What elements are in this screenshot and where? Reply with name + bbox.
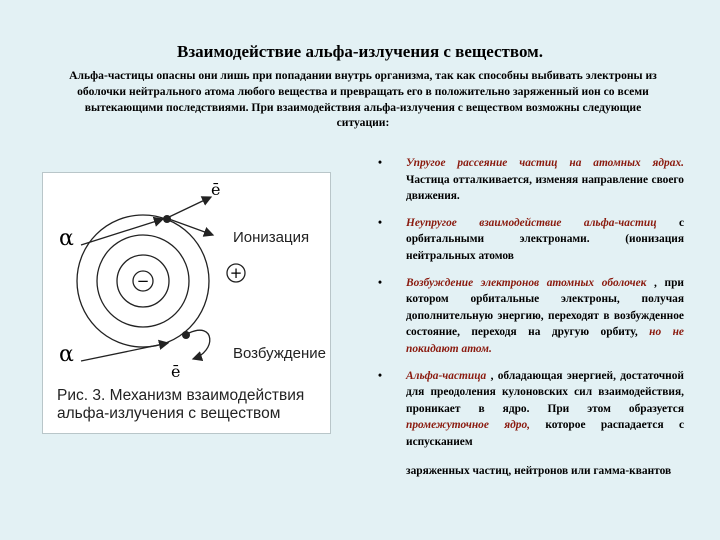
list-tail-text: заряженных частиц, нейтронов или гамма-квантов [406,464,672,477]
excited-electron [182,331,190,339]
bullet-mark: • [378,276,382,289]
item-emphasis: Упругое рассеяние частиц на атомных ядрах. [406,157,684,169]
ion-sign: + [229,264,243,282]
intro-paragraph: Альфа-частицы опасны они лишь при попадании внутрь организма, так как способны выбивать электроны из оболочки нейтрального атома любого вещества и превращать его в положительно заряженный ион со всеми вытекающими последствиями. При взаимодействия альфа-излучения с веществом возможны следующие ситуации: [69,69,657,130]
item-emphasis: Возбуждение электронов атомных оболочек [406,276,647,289]
list-item [378,155,684,205]
page-title: Взаимодействие альфа-излучения с веществом. [177,42,543,61]
list-item [378,368,684,451]
item-text: Частица отталкивается, изменяя направление своего движения. [406,173,684,203]
figure-caption: Рис. 3. Механизм взаимодействия альфа-излучения с веществом [57,387,305,422]
item-emphasis: Альфа-частица [406,369,487,382]
alpha-path-excitation [81,343,168,361]
bullet-mark: • [378,216,382,229]
list-item [378,275,684,358]
electron-symbol-top: ē [211,180,221,199]
bullet-mark: • [378,369,382,382]
electron-symbol-bottom: ē [171,362,181,381]
figure-alpha-interaction [42,172,331,434]
item-emphasis-mid: промежуточное ядро, [406,419,531,432]
alpha-symbol-top: α [59,226,74,251]
item-emphasis-end: но не покидают атом. [406,326,684,355]
excitation-transition [189,330,210,359]
alpha-path-deflected [169,219,213,235]
interaction-list [378,155,684,479]
item-text: , обладающая энергией, достаточной для преодоления кулоновских сил взаимодействия, проникает в ядро. При этом образуется [406,369,684,415]
ionization-label: Ионизация [233,229,310,246]
item-emphasis: Неупругое взаимодействие альфа-частиц [406,216,657,229]
ejected-electron-path [169,197,211,217]
bullet-mark: • [378,157,382,169]
item-text: с орбитальными электронами. (ионизация нейтральных атомов [406,216,684,262]
alpha-symbol-bottom: α [59,342,74,367]
excitation-label: Возбуждение [233,345,326,362]
alpha-path-ionization [81,219,163,245]
list-item [378,215,684,265]
item-text: , при котором орбитальные электроны, получая дополнительную энергию, переходят в возбужденное состояние, переходя на другую орбиту, [406,276,684,339]
item-text-end: которое распадается с испусканием [406,419,685,448]
nucleus-sign: − [136,272,150,290]
